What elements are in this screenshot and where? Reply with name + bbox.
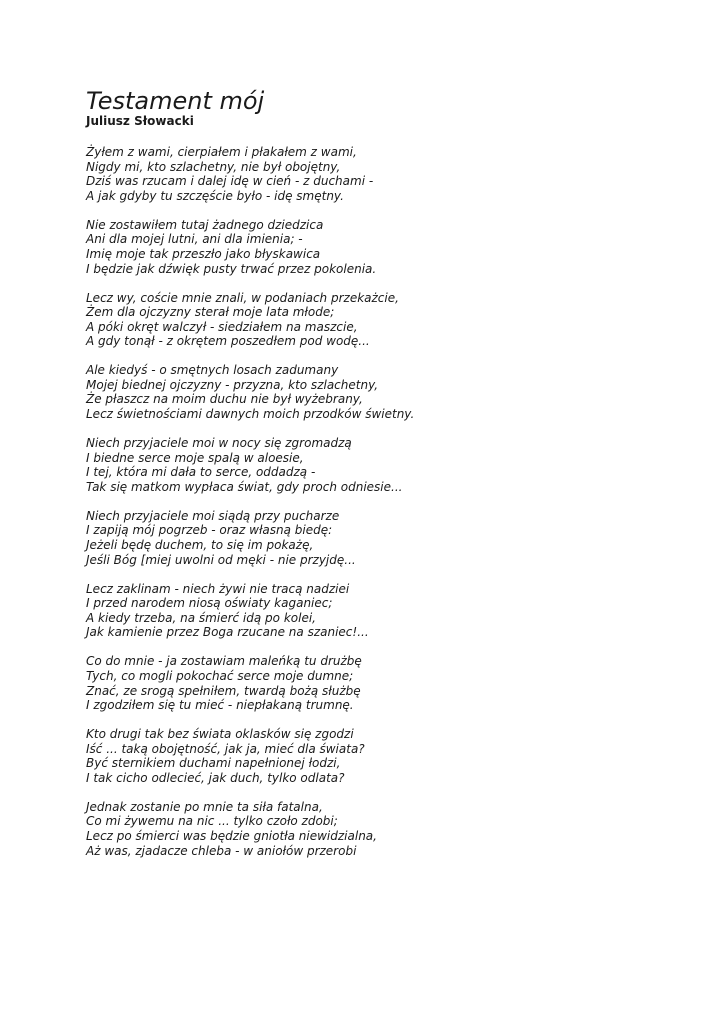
stanza <box>86 654 414 712</box>
poem-line: Jeżeli będę duchem, to się im pokażę, <box>86 538 314 553</box>
stanza <box>86 436 414 494</box>
poem-line: I tak cicho odlecieć, jak duch, tylko odlata? <box>86 770 345 785</box>
poem-line: Co mi żywemu na nic ... tylko czoło zdobi; <box>86 814 338 829</box>
poem-line: A gdy tonął - z okrętem poszedłem pod wodę... <box>86 334 370 349</box>
stanza <box>86 363 414 421</box>
stanza <box>86 145 414 203</box>
stanza <box>86 727 414 785</box>
poem-line: Nie zostawiłem tutaj żadnego dziedzica <box>86 217 324 232</box>
stanza <box>86 291 414 349</box>
poem-line: I tej, która mi dała to serce, oddadzą - <box>86 465 316 480</box>
poem-line: I zgodziłem się tu mieć - niepłakaną trumnę. <box>86 698 354 713</box>
poem-line: Żem dla ojczyzny sterał moje lata młode; <box>86 305 335 320</box>
poem-line: Być sternikiem duchami napełnionej łodzi, <box>86 756 341 771</box>
poem-author: Juliusz Słowacki <box>86 114 194 128</box>
poem-line: Niech przyjaciele moi w nocy się zgromadzą <box>86 436 352 451</box>
poem-line: A póki okręt walczył - siedziałem na maszcie, <box>86 319 358 334</box>
poem-line: Znać, ze srogą spełniłem, twardą bożą służbę <box>86 683 361 698</box>
stanza <box>86 800 414 858</box>
stanza <box>86 509 414 567</box>
poem-line: Niech przyjaciele moi siądą przy pucharze <box>86 508 340 523</box>
poem-line: I będzie jak dźwięk pusty trwać przez pokolenia. <box>86 261 377 276</box>
poem-line: Co do mnie - ja zostawiam maleńką tu drużbę <box>86 654 362 669</box>
poem-line: A jak gdyby tu szczęście było - idę smętny. <box>86 188 344 203</box>
poem-line: Tak się matkom wypłaca świat, gdy proch odniesie... <box>86 479 403 494</box>
poem-line: Lecz wy, coście mnie znali, w podaniach przekażcie, <box>86 290 399 305</box>
poem-line: Jeśli Bóg [miej uwolni od męki - nie przyjdę... <box>86 552 356 567</box>
poem-line: Ani dla mojej lutni, ani dla imienia; - <box>86 232 303 247</box>
stanza <box>86 582 414 640</box>
poem-line: Dziś was rzucam i dalej idę w cień - z duchami - <box>86 174 374 189</box>
poem-line: Ale kiedyś - o smętnych losach zadumany <box>86 363 339 378</box>
poem-body <box>86 145 414 873</box>
poem-line: I przed narodem niosą oświaty kaganiec; <box>86 596 333 611</box>
stanza <box>86 218 414 276</box>
poem-line: Iść ... taką obojętność, jak ja, mieć dla świata? <box>86 741 365 756</box>
poem-line: Imię moje tak przeszło jako błyskawica <box>86 246 321 261</box>
poem-line: Żyłem z wami, cierpiałem i płakałem z wami, <box>86 145 357 159</box>
poem-line: Lecz zaklinam - niech żywi nie tracą nadziei <box>86 581 350 596</box>
poem-title: Testament mój <box>86 87 265 115</box>
poem-line: Aż was, zjadacze chleba - w aniołów przerobi <box>86 843 357 858</box>
poem-line: Nigdy mi, kto szlachetny, nie był obojętny, <box>86 159 341 174</box>
poem-line: Jednak zostanie po mnie ta siła fatalna, <box>86 799 323 814</box>
poem-line: I zapiją mój pogrzeb - oraz własną biedę: <box>86 523 333 538</box>
poem-line: Że płaszcz na moim duchu nie był wyżebrany, <box>86 392 363 407</box>
poem-line: I biedne serce moje spalą w aloesie, <box>86 450 304 465</box>
poem-line: Tych, co mogli pokochać serce moje dumne; <box>86 668 354 683</box>
poem-line: Lecz po śmierci was będzie gniotła niewidzialna, <box>86 829 377 844</box>
poem-line: A kiedy trzeba, na śmierć idą po kolei, <box>86 610 316 625</box>
poem-line: Lecz świetnościami dawnych moich przodków świetny. <box>86 407 415 422</box>
poem-line: Kto drugi tak bez świata oklasków się zgodzi <box>86 727 354 742</box>
poem-line: Jak kamienie przez Boga rzucane na szaniec!... <box>86 625 369 640</box>
poem-line: Mojej biednej ojczyzny - przyzna, kto szlachetny, <box>86 377 379 392</box>
